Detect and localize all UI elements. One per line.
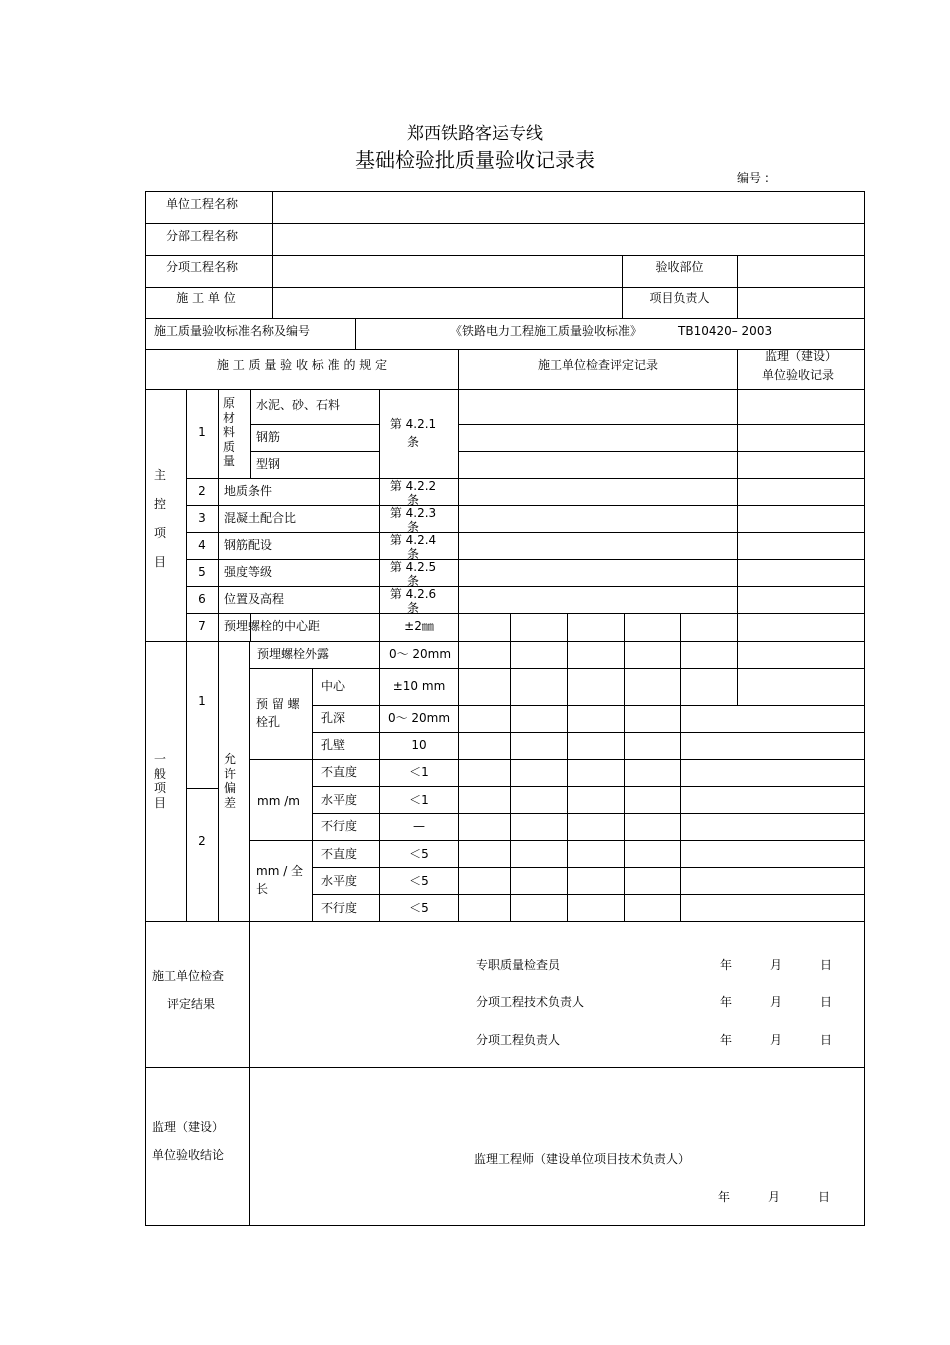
supervision-month: 月: [768, 1190, 781, 1204]
deviation-item-value: ＜5: [409, 874, 429, 888]
grid-line: [186, 613, 459, 614]
grid-line: [250, 424, 380, 425]
unit-per-meter-label: mm /m: [257, 794, 300, 808]
main-item-number: 6: [198, 592, 206, 606]
grid-line: [312, 894, 865, 895]
signer-day: 日: [820, 958, 833, 972]
grid-line: [249, 641, 250, 1226]
allowed-deviation-label: 允 许 偏 差: [223, 752, 236, 810]
deviation-item-name: 水平度: [321, 874, 358, 888]
main-item-clause: 第 4.2.4 条: [389, 533, 437, 559]
grid-line: [312, 732, 865, 733]
main-item-name: 地质条件: [224, 484, 273, 498]
deviation-item-name: 不直度: [321, 847, 358, 861]
supervisor-header: 监理（建设）: [764, 349, 837, 363]
main-row-1-number: 1: [198, 425, 206, 439]
signer-month: 月: [770, 995, 783, 1009]
grid-line: [458, 389, 459, 642]
standard-code: TB10420– 2003: [678, 324, 773, 338]
raw-material-quality-label: 原 材 料 质 量: [222, 396, 235, 468]
main-item-name: 钢筋配设: [224, 538, 273, 552]
grid-line: [458, 586, 865, 587]
signer-year: 年: [720, 1033, 733, 1047]
main-row-1-clause: 第 4.2.1 条: [389, 417, 437, 449]
grid-line: [250, 451, 380, 452]
grid-line: [458, 559, 865, 560]
deviation-item-name: 中心: [321, 679, 346, 693]
supervision-day: 日: [818, 1190, 831, 1204]
main-item-clause: 第 4.2.2 条: [389, 479, 437, 505]
division-project-label: 分部工程名称: [165, 229, 238, 243]
grid-line: [145, 223, 865, 224]
document-title-line1: 郑西铁路客运专线: [407, 124, 543, 144]
grid-line: [458, 478, 865, 479]
grid-line: [737, 389, 738, 642]
bolt-exposure-label: 预埋螺栓外露: [257, 647, 330, 661]
result-label-1: 施工单位检查: [152, 969, 225, 983]
signer-role: 专职质量检查员: [476, 958, 561, 972]
reserved-hole-label: 预 留 螺 栓孔: [256, 697, 300, 729]
signer-month: 月: [770, 958, 783, 972]
standard-name: 《铁路电力工程施工质量验收标准》: [450, 324, 643, 338]
signer-month: 月: [770, 1033, 783, 1047]
grid-line: [458, 532, 865, 533]
deviation-item-name: 孔壁: [321, 738, 346, 752]
grid-line: [186, 788, 219, 789]
general-row-1-number: 1: [198, 694, 206, 708]
project-manager-label: 项目负责人: [649, 291, 710, 305]
grid-line: [737, 255, 738, 319]
main-item-number: 4: [198, 538, 206, 552]
grid-line: [145, 641, 865, 642]
grid-line: [624, 613, 625, 922]
grid-line: [312, 786, 865, 787]
supervisor-header-2: 单位验收记录: [761, 368, 834, 382]
main-item-clause: 第 4.2.3 条: [389, 506, 437, 532]
main-item-clause: ±2㎜: [404, 619, 434, 633]
main-item-number: 5: [198, 565, 206, 579]
signer-role: 分项工程负责人: [476, 1033, 561, 1047]
check-record-header: 施工单位检查评定记录: [537, 358, 658, 372]
grid-line: [145, 191, 865, 192]
bolt-exposure-value: 0～ 20mm: [388, 647, 452, 661]
deviation-item-value: ＜5: [409, 901, 429, 915]
deviation-item-name: 不行度: [321, 819, 358, 833]
deviation-item-value: ±10 mm: [392, 679, 446, 693]
deviation-item-value: ＜1: [409, 793, 429, 807]
main-item-number: 2: [198, 484, 206, 498]
main-item-name: 混凝土配合比: [224, 511, 297, 525]
deviation-item-name: 水平度: [321, 793, 358, 807]
main-item-number: 3: [198, 511, 206, 525]
deviation-item-name: 孔深: [321, 711, 346, 725]
grid-line: [145, 921, 865, 922]
document-title-line2: 基础检验批质量验收记录表: [355, 148, 595, 172]
grid-line: [249, 840, 865, 841]
grid-line: [567, 613, 568, 922]
deviation-item-value: ＜1: [409, 765, 429, 779]
signer-day: 日: [820, 995, 833, 1009]
grid-line: [458, 613, 865, 614]
standard-label: 施工质量验收标准名称及编号: [154, 324, 311, 338]
deviation-item-value: ＜5: [409, 847, 429, 861]
main-item-name: 位置及高程: [224, 592, 285, 606]
acceptance-part-label: 验收部位: [655, 260, 704, 274]
main-item-clause: 第 4.2.6 条: [389, 587, 437, 613]
deviation-item-value: 10: [411, 738, 427, 752]
signer-role: 分项工程技术负责人: [476, 995, 585, 1009]
grid-line: [145, 318, 865, 319]
grid-line: [272, 191, 273, 319]
grid-line: [458, 451, 865, 452]
supervisor-signer: 监理工程师（建设单位项目技术负责人）: [474, 1152, 691, 1166]
supervision-label-2: 单位验收结论: [152, 1148, 225, 1162]
grid-line: [379, 389, 380, 615]
grid-line: [737, 641, 738, 706]
grid-line: [145, 287, 865, 288]
material-steel: 型钢: [256, 457, 281, 471]
main-control-label: 主 控 项 目: [153, 468, 166, 569]
construction-unit-label: 施 工 单 位: [176, 291, 236, 305]
grid-line: [145, 389, 865, 390]
grid-line: [458, 424, 865, 425]
grid-line: [355, 318, 356, 350]
unit-project-label: 单位工程名称: [165, 197, 238, 211]
grid-line: [249, 759, 865, 760]
main-item-name: 预埋螺栓的中心距: [224, 619, 321, 633]
grid-line: [864, 191, 865, 1226]
grid-line: [312, 813, 865, 814]
item-project-label: 分项工程名称: [165, 260, 238, 274]
grid-line: [145, 191, 146, 1226]
grid-line: [312, 867, 865, 868]
supervision-label-1: 监理（建设）: [152, 1120, 225, 1134]
grid-line: [458, 641, 459, 922]
general-items-label: 一 般 项 目: [153, 752, 166, 810]
deviation-item-value: —: [413, 819, 425, 833]
general-row-2-number: 2: [198, 834, 206, 848]
grid-line: [145, 255, 865, 256]
material-rebar: 钢筋: [256, 430, 281, 444]
unit-full-length-label: mm / 全长: [256, 864, 304, 896]
signer-year: 年: [720, 958, 733, 972]
number-label: 编号 :: [737, 171, 769, 185]
signer-day: 日: [820, 1033, 833, 1047]
main-item-number: 7: [198, 619, 206, 633]
grid-line: [312, 668, 313, 922]
grid-line: [250, 389, 251, 479]
deviation-item-value: 0～ 20mm: [387, 711, 451, 725]
material-cement: 水泥、砂、石料: [256, 398, 341, 412]
grid-line: [145, 1067, 865, 1068]
result-label-2: 评定结果: [167, 997, 216, 1011]
grid-line: [312, 705, 865, 706]
main-item-clause: 第 4.2.5 条: [389, 560, 437, 586]
grid-line: [458, 505, 865, 506]
grid-line: [145, 1225, 865, 1226]
spec-header: 施 工 质 量 验 收 标 准 的 规 定: [216, 358, 388, 372]
grid-line: [249, 668, 865, 669]
signer-year: 年: [720, 995, 733, 1009]
main-item-name: 强度等级: [224, 565, 273, 579]
deviation-item-name: 不行度: [321, 901, 358, 915]
supervision-year: 年: [718, 1190, 731, 1204]
deviation-item-name: 不直度: [321, 765, 358, 779]
grid-line: [510, 613, 511, 922]
grid-line: [680, 613, 681, 922]
